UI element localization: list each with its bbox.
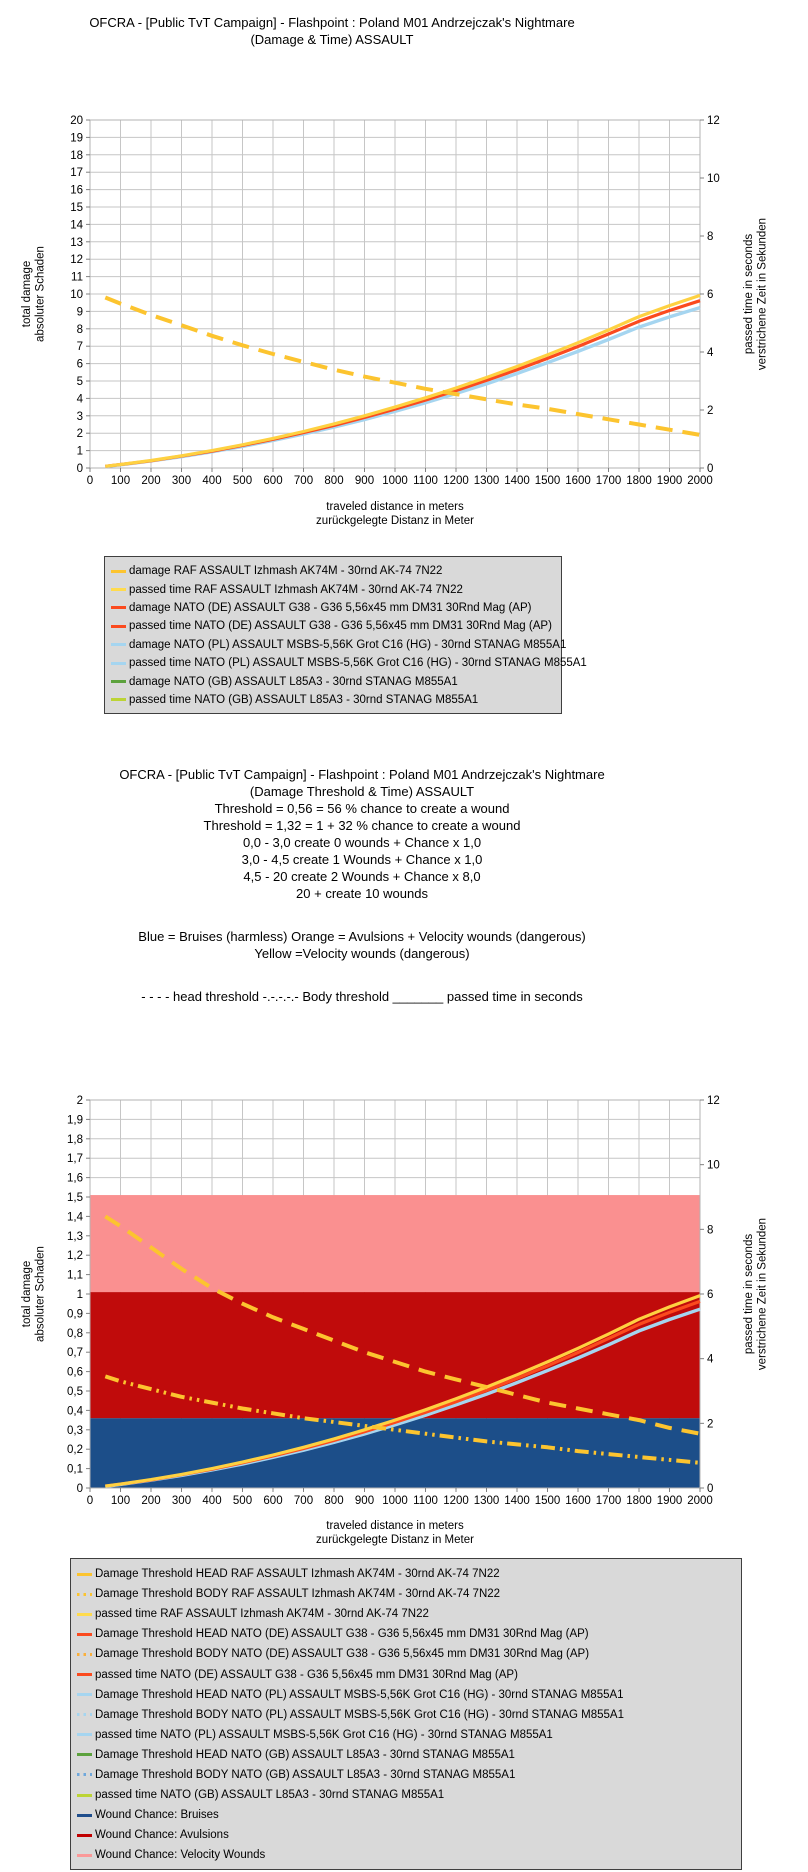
- info-line: 20 + create 10 wounds: [296, 886, 428, 901]
- wound-chance-bands: [90, 1195, 700, 1488]
- right-axis-tick-label: 4: [707, 347, 714, 359]
- legend-swatch-solid: [77, 1733, 92, 1736]
- legend-swatch-solid: [77, 1693, 92, 1696]
- legend-label: passed time NATO (DE) ASSAULT G38 - G36 5,56x45 mm DM31 30Rnd Mag (AP): [95, 1668, 518, 1681]
- x-axis-tick-label: 2000: [687, 1495, 713, 1507]
- legend-item: [77, 1644, 735, 1664]
- left-axis-tick-label: 0,3: [67, 1424, 83, 1437]
- x-axis-tick-label: 1400: [504, 475, 530, 487]
- legend-label: damage RAF ASSAULT Izhmash AK74M - 30rnd AK-74 7N22: [129, 565, 443, 578]
- left-axis-tick-label: 1: [76, 1289, 83, 1301]
- legend-item: [111, 654, 587, 672]
- legend-label: Damage Threshold BODY NATO (DE) ASSAULT G38 - G36 5,56x45 mm DM31 30Rnd Mag (AP): [95, 1648, 590, 1661]
- x-axis-tick-label: 200: [141, 475, 161, 487]
- threshold-time-chart: [0, 1040, 808, 1555]
- left-axis-tick-label: 1,6: [67, 1172, 83, 1185]
- damage-time-chart: [0, 85, 808, 555]
- legend-swatch-solid: [111, 625, 126, 628]
- info-line: Blue = Bruises (harmless) Orange = Avulsions + Velocity wounds (dangerous): [138, 929, 586, 944]
- left-axis-tick-label: 11: [71, 271, 83, 284]
- band: [90, 1292, 700, 1418]
- x-axis-tick-label: 900: [354, 1495, 375, 1507]
- right-axis-tick-label: 2: [707, 405, 714, 417]
- threshold-description: [0, 766, 724, 1005]
- legend-swatch-solid: [77, 1573, 92, 1576]
- legend-label: Wound Chance: Velocity Wounds: [95, 1849, 266, 1862]
- legend-swatch-solid: [111, 680, 126, 683]
- x-axis-tick-label: 700: [293, 1495, 314, 1507]
- legend-swatch-solid: [111, 570, 126, 573]
- legend-swatch-solid: [111, 588, 126, 591]
- legend-item: [77, 1785, 735, 1805]
- legend-swatch-solid: [77, 1834, 92, 1837]
- left-axis-tick-label: 1,8: [67, 1133, 83, 1146]
- x-axis-tick-label: 1000: [382, 1495, 408, 1507]
- right-axis-title: passed time in seconds verstrichene Zeit in Sekunden: [743, 217, 769, 371]
- legend-label: Wound Chance: Avulsions: [95, 1829, 229, 1842]
- x-axis-tick-label: 200: [141, 1495, 161, 1507]
- left-axis-tick-label: 0,8: [67, 1327, 83, 1340]
- legend-label: Damage Threshold HEAD NATO (GB) ASSAULT L85A3 - 30rnd STANAG M855A1: [95, 1748, 515, 1761]
- x-axis-tick-label: 1200: [443, 475, 469, 487]
- legend-label: Damage Threshold HEAD NATO (DE) ASSAULT G38 - G36 5,56x45 mm DM31 30Rnd Mag (AP): [95, 1628, 589, 1641]
- legend-swatch-solid: [77, 1673, 92, 1676]
- left-axis-tick-label: 0,4: [67, 1405, 83, 1418]
- band: [90, 1195, 700, 1292]
- legend-swatch-dotted: [77, 1593, 92, 1596]
- legend-item: [77, 1765, 735, 1785]
- right-axis-tick-label: 10: [707, 173, 720, 185]
- x-axis-tick-label: 600: [263, 475, 283, 487]
- left-axis-tick-label: 1,3: [67, 1230, 83, 1243]
- left-axis-tick-label: 0,7: [67, 1347, 83, 1360]
- x-axis-tick-label: 1700: [595, 1495, 622, 1507]
- left-axis-tick-label: 1,1: [67, 1269, 83, 1282]
- left-axis-tick-label: 10: [70, 289, 83, 301]
- left-axis-tick-label: 2: [76, 1095, 83, 1107]
- x-axis-tick-label: 500: [232, 475, 253, 487]
- chart1-title-line1: OFCRA - [Public TvT Campaign] - Flashpoint : Poland M01 Andrzejczak's Nightmare: [89, 15, 575, 30]
- right-axis-tick-label: 0: [707, 463, 714, 475]
- x-axis-tick-label: 0: [86, 1495, 94, 1507]
- right-axis-tick-label: 10: [707, 1159, 720, 1172]
- legend-item: [111, 691, 555, 709]
- right-axis-tick-label: 8: [707, 231, 714, 243]
- info-line: Threshold = 0,56 = 56 % chance to create a wound: [214, 801, 510, 816]
- legend-swatch-dotted: [77, 1653, 92, 1656]
- right-axis-tick-label: 6: [707, 1289, 714, 1301]
- right-axis-tick-label: 6: [707, 289, 714, 301]
- x-axis-tick-label: 1400: [504, 1495, 530, 1507]
- left-axis-tick-label: 2: [76, 428, 83, 441]
- legend-swatch-dotted: [77, 1773, 92, 1776]
- legend-label: passed time RAF ASSAULT Izhmash AK74M - 30rnd AK-74 7N22: [129, 583, 463, 596]
- left-axis-tick-label: 4: [76, 393, 83, 406]
- x-axis-tick-label: 1100: [413, 1495, 438, 1507]
- legend-label: damage NATO (GB) ASSAULT L85A3 - 30rnd STANAG M855A1: [129, 675, 458, 688]
- left-axis-tick-label: 6: [76, 358, 83, 371]
- legend-item: [77, 1624, 735, 1644]
- info-line: [0, 902, 724, 928]
- info-line: 3,0 - 4,5 create 1 Wounds + Chance x 1,0: [241, 852, 483, 867]
- x-axis-tick-label: 1300: [473, 475, 500, 487]
- legend-item: [77, 1805, 735, 1825]
- x-axis-title-line2: zurückgelegte Distanz in Meter: [316, 1534, 474, 1546]
- x-axis-tick-label: 500: [232, 1495, 253, 1507]
- x-axis-tick-label: 100: [110, 475, 131, 487]
- x-axis-tick-label: 1800: [626, 1495, 652, 1507]
- x-axis-tick-label: 700: [293, 475, 314, 487]
- left-axis-tick-label: 5: [76, 376, 83, 388]
- right-axis-tick-label: 12: [707, 1095, 720, 1107]
- legend-item: [77, 1584, 735, 1604]
- chart1-legend: [104, 556, 587, 714]
- legend-item: [77, 1564, 735, 1584]
- legend-item: [77, 1664, 735, 1684]
- legend-swatch-solid: [111, 662, 126, 665]
- left-axis-tick-label: 7: [76, 341, 83, 354]
- legend-label: Damage Threshold HEAD NATO (PL) ASSAULT MSBS-5,56K Grot C16 (HG) - 30rnd STANAG M855A1: [95, 1688, 624, 1701]
- left-axis-tick-label: 18: [70, 149, 83, 162]
- x-axis-tick-label: 300: [171, 475, 192, 487]
- legend-label: passed time NATO (GB) ASSAULT L85A3 - 30rnd STANAG M855A1: [95, 1789, 445, 1802]
- info-line: (Damage Threshold & Time) ASSAULT: [249, 784, 475, 799]
- x-axis-tick-label: 1300: [473, 1495, 500, 1507]
- legend-item: [111, 672, 555, 690]
- series-line: [105, 298, 700, 435]
- left-axis-title: total damage absoluter Schaden: [21, 1246, 47, 1342]
- left-axis-tick-label: 9: [76, 306, 83, 319]
- left-axis-tick-label: 1,5: [67, 1192, 83, 1204]
- right-axis-tick-label: 0: [707, 1483, 714, 1495]
- grid: [90, 120, 700, 468]
- left-axis-tick-label: 20: [70, 115, 83, 127]
- left-axis-tick-label: 0,6: [67, 1366, 83, 1379]
- legend-item: [111, 580, 555, 598]
- legend-label: passed time NATO (PL) ASSAULT MSBS-5,56K Grot C16 (HG) - 30rnd STANAG M855A1: [129, 657, 587, 670]
- legend-item: [111, 617, 555, 635]
- legend-swatch-solid: [111, 643, 126, 646]
- legend-item: [77, 1825, 735, 1845]
- legend-swatch-solid: [77, 1854, 92, 1857]
- info-line: 0,0 - 3,0 create 0 wounds + Chance x 1,0: [242, 835, 482, 850]
- left-axis-tick-label: 16: [70, 184, 83, 197]
- legend-label: passed time RAF ASSAULT Izhmash AK74M - 30rnd AK-74 7N22: [95, 1608, 429, 1621]
- x-axis-tick-label: 1000: [382, 475, 408, 487]
- chart1-title: [0, 14, 664, 48]
- x-axis-tick-label: 1600: [565, 1495, 591, 1507]
- x-axis-tick-label: 1200: [443, 1495, 469, 1507]
- legend-label: passed time NATO (GB) ASSAULT L85A3 - 30rnd STANAG M855A1: [129, 693, 479, 706]
- legend-swatch-solid: [77, 1613, 92, 1616]
- x-axis-tick-label: 1700: [595, 475, 622, 487]
- left-axis-title: total damage absoluter Schaden: [21, 246, 47, 342]
- info-line: Threshold = 1,32 = 1 + 32 % chance to create a wound: [203, 818, 521, 833]
- legend-label: passed time NATO (DE) ASSAULT G38 - G36 5,56x45 mm DM31 30Rnd Mag (AP): [129, 620, 552, 633]
- left-axis-tick-label: 8: [76, 323, 83, 336]
- legend-item: [77, 1685, 735, 1705]
- left-axis-tick-label: 1: [76, 445, 83, 458]
- left-axis-tick-label: 0,5: [67, 1386, 83, 1398]
- x-axis-tick-label: 1800: [626, 475, 652, 487]
- x-axis-tick-label: 100: [110, 1495, 131, 1507]
- left-axis-tick-label: 19: [70, 132, 83, 145]
- legend-label: Damage Threshold HEAD RAF ASSAULT Izhmash AK74M - 30rnd AK-74 7N22: [95, 1568, 500, 1581]
- left-axis-tick-label: 17: [70, 167, 83, 180]
- legend-label: Wound Chance: Bruises: [95, 1809, 219, 1822]
- left-axis-tick-label: 15: [70, 202, 83, 214]
- left-axis-tick-label: 14: [70, 219, 83, 232]
- left-axis-tick-label: 1,9: [67, 1114, 83, 1127]
- info-line: Yellow =Velocity wounds (dangerous): [254, 946, 470, 961]
- left-axis-tick-label: 0: [76, 1483, 83, 1495]
- legend-label: damage NATO (DE) ASSAULT G38 - G36 5,56x45 mm DM31 30Rnd Mag (AP): [129, 601, 532, 614]
- right-axis-tick-label: 8: [707, 1224, 714, 1237]
- x-axis-tick-label: 800: [324, 475, 344, 487]
- x-axis-tick-label: 2000: [687, 475, 713, 487]
- x-axis-tick-label: 0: [86, 475, 94, 487]
- left-axis-tick-label: 0,2: [67, 1444, 83, 1457]
- legend-item: [77, 1725, 735, 1745]
- x-axis-tick-label: 400: [202, 1495, 222, 1507]
- x-axis-tick-label: 400: [202, 475, 222, 487]
- left-axis-tick-label: 13: [70, 236, 83, 249]
- legend-swatch-solid: [111, 606, 126, 609]
- legend-swatch-solid: [111, 698, 126, 701]
- left-axis-tick-label: 0: [76, 463, 83, 475]
- right-axis-tick-label: 2: [707, 1418, 714, 1431]
- legend-swatch-dotted: [77, 1713, 92, 1716]
- chart1-title-line2: (Damage & Time) ASSAULT: [250, 32, 414, 47]
- legend-swatch-solid: [77, 1633, 92, 1636]
- x-axis-title-line2: zurückgelegte Distanz in Meter: [316, 515, 474, 527]
- x-axis-tick-label: 600: [263, 1495, 283, 1507]
- left-axis-tick-label: 3: [76, 410, 83, 423]
- legend-swatch-solid: [77, 1753, 92, 1756]
- chart2-legend: [70, 1558, 742, 1870]
- left-axis-tick-label: 1,7: [67, 1153, 83, 1166]
- legend-label: passed time NATO (PL) ASSAULT MSBS-5,56K Grot C16 (HG) - 30rnd STANAG M855A1: [95, 1728, 553, 1741]
- right-axis-tick-label: 12: [707, 115, 720, 127]
- legend-item: [111, 599, 555, 617]
- left-axis-tick-label: 12: [70, 254, 83, 267]
- legend-label: Damage Threshold BODY NATO (GB) ASSAULT L85A3 - 30rnd STANAG M855A1: [95, 1768, 516, 1781]
- info-line: [0, 962, 724, 988]
- legend-item: [77, 1604, 735, 1624]
- x-axis-tick-label: 1100: [413, 475, 438, 487]
- x-axis-tick-label: 800: [324, 1495, 344, 1507]
- x-axis-tick-label: 1600: [565, 475, 591, 487]
- x-axis-tick-label: 300: [171, 1495, 192, 1507]
- info-line: 4,5 - 20 create 2 Wounds + Chance x 8,0: [243, 869, 481, 884]
- x-axis-tick-label: 1900: [656, 475, 683, 487]
- legend-label: Damage Threshold BODY NATO (PL) ASSAULT MSBS-5,56K Grot C16 (HG) - 30rnd STANAG M855A1: [95, 1708, 624, 1721]
- legend-item: [77, 1845, 735, 1865]
- x-axis-tick-label: 900: [354, 475, 375, 487]
- info-line: OFCRA - [Public TvT Campaign] - Flashpoint : Poland M01 Andrzejczak's Nightmare: [119, 767, 605, 782]
- left-axis-tick-label: 0,1: [67, 1463, 83, 1476]
- right-axis-title: passed time in seconds verstrichene Zeit in Sekunden: [743, 1217, 769, 1371]
- legend-swatch-solid: [77, 1814, 92, 1817]
- x-axis-tick-label: 1500: [534, 1495, 561, 1507]
- legend-item: [77, 1705, 735, 1725]
- band: [90, 1418, 700, 1488]
- left-axis-tick-label: 1,2: [67, 1250, 83, 1263]
- legend-item: [111, 562, 555, 580]
- legend-item: [111, 636, 567, 654]
- legend-item: [77, 1745, 735, 1765]
- left-axis-tick-label: 0,9: [67, 1308, 83, 1321]
- x-axis-title-line1: traveled distance in meters: [326, 1520, 464, 1532]
- x-axis-tick-label: 1900: [656, 1495, 683, 1507]
- legend-label: damage NATO (PL) ASSAULT MSBS-5,56K Grot C16 (HG) - 30rnd STANAG M855A1: [129, 638, 567, 651]
- left-axis-tick-label: 1,4: [67, 1211, 83, 1224]
- x-axis-title-line1: traveled distance in meters: [326, 501, 464, 513]
- x-axis-tick-label: 1500: [534, 475, 561, 487]
- legend-swatch-solid: [77, 1794, 92, 1797]
- info-line: - - - - head threshold -.-.-.-.- Body threshold _______ passed time in seconds: [141, 989, 583, 1004]
- legend-label: Damage Threshold BODY RAF ASSAULT Izhmash AK74M - 30rnd AK-74 7N22: [95, 1588, 501, 1601]
- right-axis-tick-label: 4: [707, 1353, 714, 1366]
